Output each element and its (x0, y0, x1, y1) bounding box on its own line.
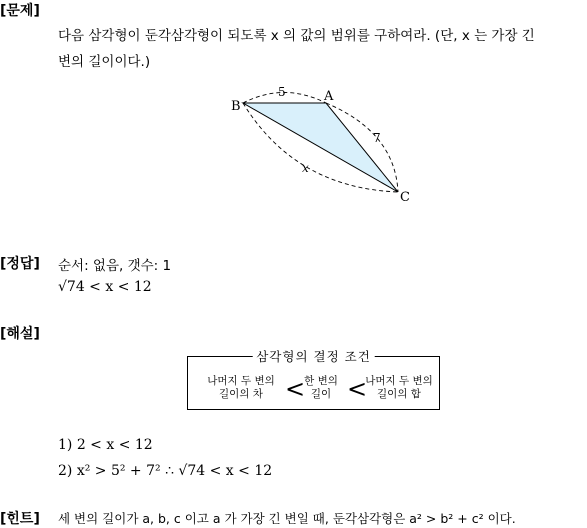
cell-side (296, 375, 346, 401)
cell-sum-line-2: 길이의 합 (377, 388, 421, 400)
less-than-symbol-1: < (285, 375, 306, 403)
side-label-ab: 5 (278, 85, 286, 99)
answer-tag: [정답] (0, 256, 40, 272)
problem-line-1: 다음 삼각형이 둔각삼각형이 되도록 x 의 값의 범위를 구하여라. (단, x 는 가장 긴 (58, 28, 535, 44)
explanation-tag: [해설] (0, 326, 40, 342)
problem-tag: [문제] (0, 3, 40, 19)
cell-side-line-2: 길이 (310, 388, 332, 400)
cell-difference-line-2: 길이의 차 (219, 388, 263, 400)
cell-sum (358, 375, 440, 401)
triangle-shape (243, 103, 398, 192)
hint-tag: [힌트] (0, 511, 40, 527)
hint-text: 세 변의 길이가 a, b, c 이고 a 가 가장 긴 변일 때, 둔각삼각형은 a² > b² + c² 이다. (58, 511, 516, 526)
vertex-label-b: B (231, 99, 241, 114)
cell-difference-line-1: 나머지 두 변의 (207, 375, 275, 387)
vertex-label-a: A (324, 89, 334, 104)
answer-line-2: √74 < x < 12 (58, 279, 152, 295)
explanation-step-1: 1) 2 < x < 12 (58, 437, 153, 453)
cell-sum-line-1: 나머지 두 변의 (365, 375, 433, 387)
side-label-ac: 7 (373, 131, 381, 145)
answer-line-1: 순서: 없음, 갯수: 1 (58, 258, 172, 274)
cell-difference (198, 375, 284, 401)
box-title: 삼각형의 결정 조건 (252, 347, 375, 365)
vertex-label-c: C (400, 190, 410, 205)
side-label-bc: x (302, 161, 309, 175)
less-than-symbol-2: < (347, 375, 368, 403)
triangle-condition-box (187, 349, 440, 410)
cell-side-line-1: 한 변의 (304, 375, 338, 387)
explanation-step-2: 2) x² > 5² + 7² ∴ √74 < x < 12 (58, 463, 273, 479)
problem-line-2: 변의 길이이다.) (58, 54, 151, 70)
